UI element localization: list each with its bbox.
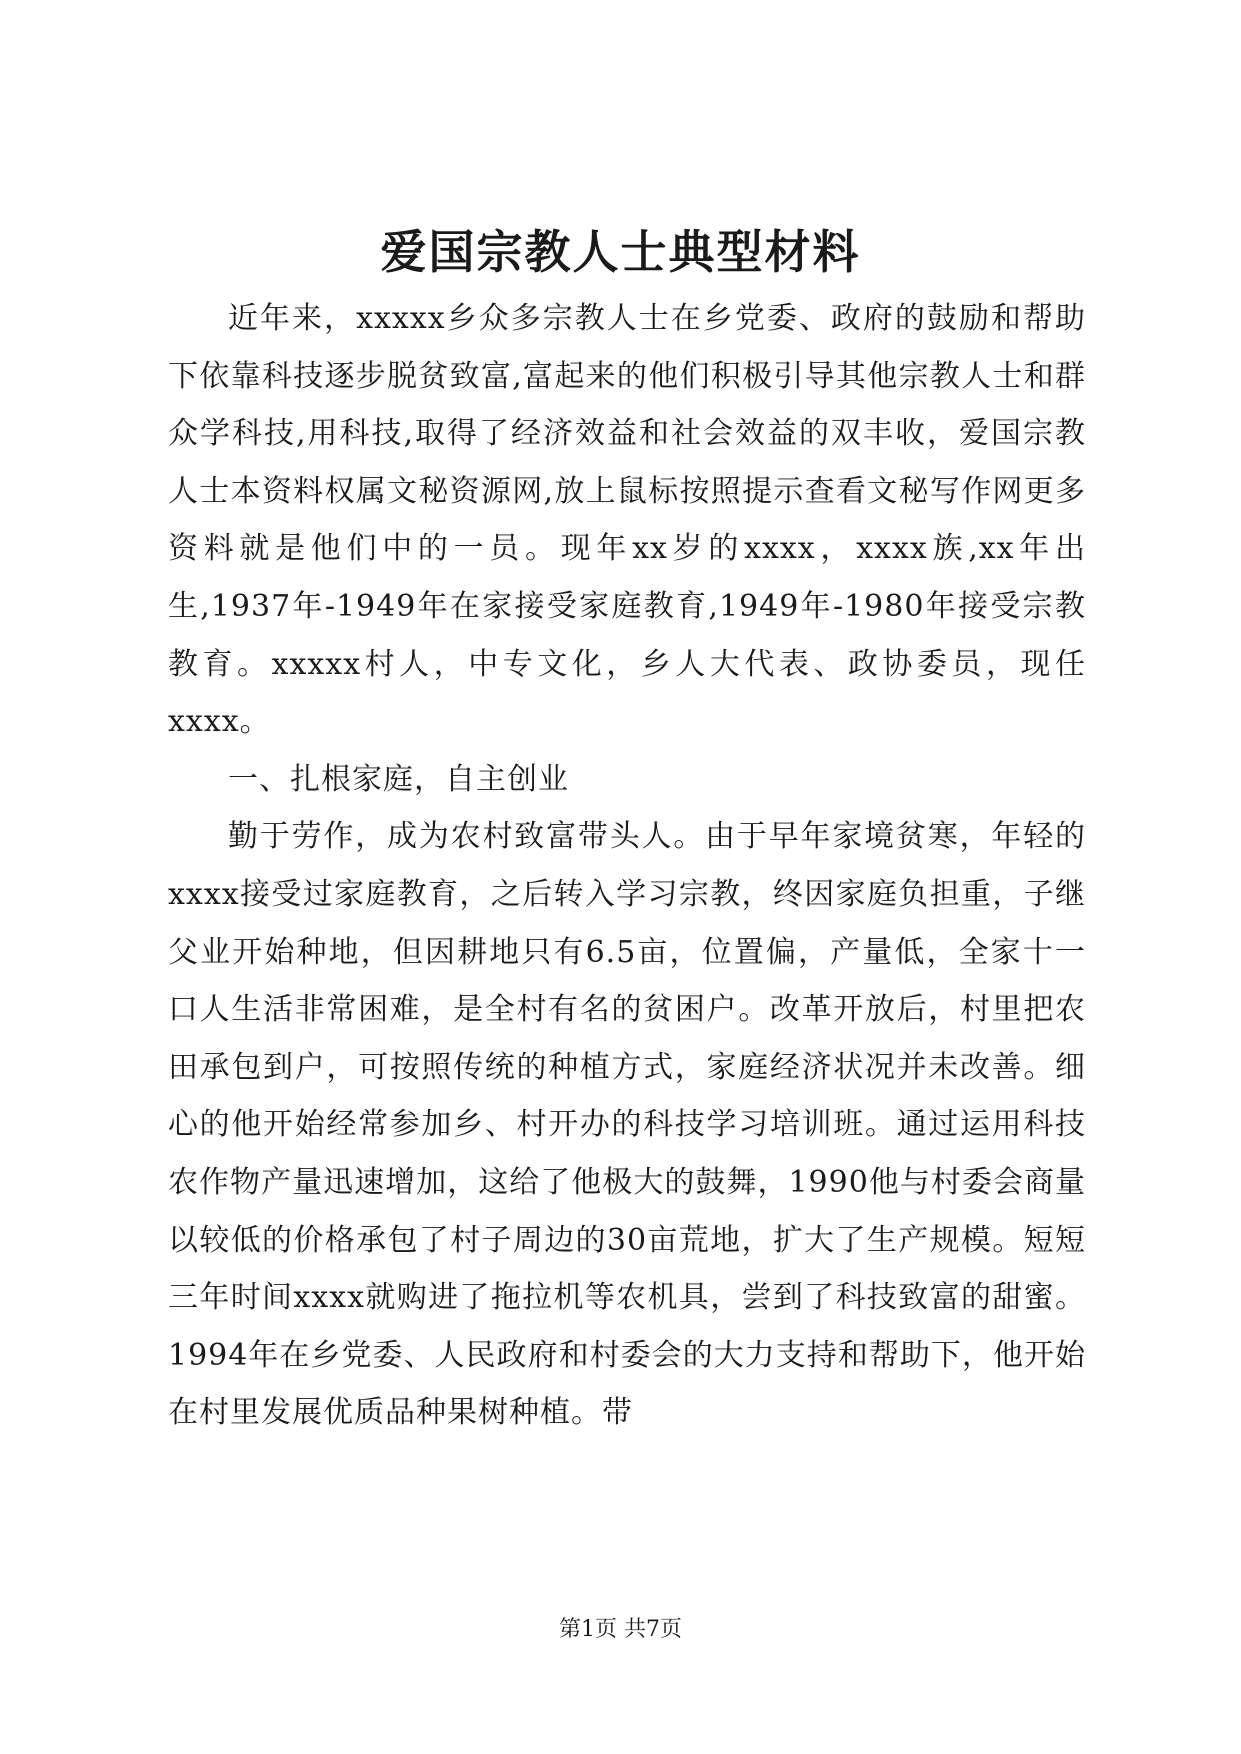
paragraph-section-1: 勤于劳作，成为农村致富带头人。由于早年家境贫寒，年轻的xxxx接受过家庭教育，之后转入学习宗教，终因家庭负担重，子继父业开始种地，但因耕地只有6.5亩，位置偏，产量低，全家十一口人生活非常困难，是全村有名的贫困户。改革开放后，村里把农田承包到户，可按照传统的种植方式，家庭经济状况并未改善。细心的他开始经常参加乡、村开办的科技学习培训班。通过运用科技农作物产量迅速增加，这给了他极大的鼓舞，1990他与村委会商量以较低的价格承包了村子周边的30亩荒地，扩大了生产规模。短短三年时间xxxx就购进了拖拉机等农机具，尝到了科技致富的甜蜜。1994年在乡党委、人民政府和村委会的大力支持和帮助下，他开始在村里发展优质品种果树种植。带 <box>168 819 1086 1431</box>
document-title: 爱国宗教人士典型材料 <box>380 225 861 279</box>
document-body <box>168 290 1086 1442</box>
paragraph-intro: 近年来，xxxxx乡众多宗教人士在乡党委、政府的鼓励和帮助下依靠科技逐步脱贫致富,富起来的他们积极引导其他宗教人士和群众学科技,用科技,取得了经济效益和社会效益的双丰收，爱国宗教人士本资料权属文秘资源网,放上鼠标按照提示查看文秘写作网更多资料就是他们中的一员。现年xx岁的xxxx，xxxx族,xx年出生,1937年-1949年在家接受家庭教育,1949年-1980年接受宗教教育。xxxxx村人，中专文化，乡人大代表、政协委员，现任xxxx。 <box>168 301 1086 740</box>
section-heading-1: 一、扎根家庭，自主创业 <box>228 761 569 797</box>
page-footer: 第1页 共7页 <box>559 1617 682 1642</box>
